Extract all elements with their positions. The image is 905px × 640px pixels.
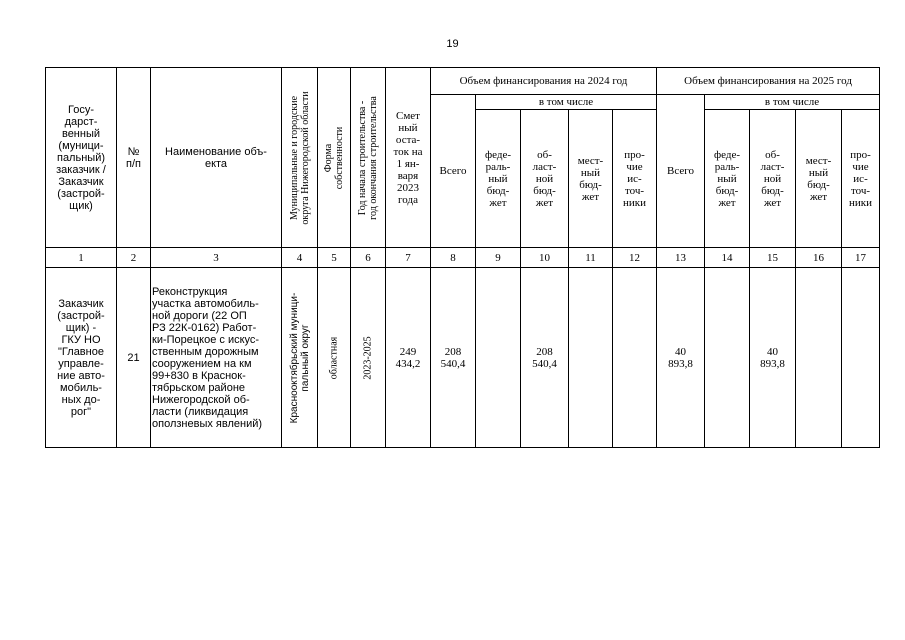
header-estimate: Смет ный оста- ток на 1 ян- варя 2023 года: [386, 68, 431, 248]
column-number: 6: [351, 248, 386, 268]
column-number: 11: [569, 248, 613, 268]
row-federal-2024: [476, 268, 521, 448]
header-object-name: Наименование объ- екта: [151, 68, 282, 248]
column-number: 3: [151, 248, 282, 268]
header-federal-2024: феде- раль- ный бюд- жет: [476, 110, 521, 248]
header-ownership: [318, 68, 351, 248]
column-number: 8: [431, 248, 476, 268]
header-regional-2025: об- ласт- ной бюд- жет: [750, 110, 796, 248]
column-number: 16: [796, 248, 842, 268]
header-row-1: [46, 68, 880, 95]
column-number: 5: [318, 248, 351, 268]
header-municipality-text: Муниципальные и городские округа Нижегородской области: [288, 90, 311, 225]
row-other-2025: [842, 268, 880, 448]
row-total-2024: 208 540,4: [431, 268, 476, 448]
table-row: [46, 268, 880, 448]
column-number: 7: [386, 248, 431, 268]
row-local-2024: [569, 268, 613, 448]
column-number: 13: [657, 248, 705, 268]
row-total-2025: 40 893,8: [657, 268, 705, 448]
column-number: 9: [476, 248, 521, 268]
header-financing-2024: Объем финансирования на 2024 год: [431, 68, 657, 95]
header-years-text: Год начала строительства - год окончания строительства: [357, 95, 379, 220]
row-ownership-text: областная: [328, 336, 340, 379]
header-other-2024: про- чие ис- точ- ники: [613, 110, 657, 248]
row-regional-2024: 208 540,4: [521, 268, 569, 448]
header-ownership-text: Форма собственности: [323, 126, 345, 189]
row-number: 21: [117, 268, 151, 448]
header-customer: Госу- дарст- венный (муници- пальный) заказчик / Заказчик (застрой- щик): [46, 68, 117, 248]
row-customer: Заказчик (застрой- щик) - ГКУ НО "Главное управле- ние авто- мобиль- ных до- рог": [46, 268, 117, 448]
column-number: 10: [521, 248, 569, 268]
page-number: 19: [446, 38, 459, 50]
row-federal-2025: [705, 268, 750, 448]
row-regional-2025: 40 893,8: [750, 268, 796, 448]
row-years-text: 2023-2025: [362, 335, 374, 380]
row-other-2024: [613, 268, 657, 448]
column-number: 17: [842, 248, 880, 268]
header-local-2024: мест- ный бюд- жет: [569, 110, 613, 248]
column-number: 1: [46, 248, 117, 268]
column-number: 15: [750, 248, 796, 268]
header-other-2025: про- чие ис- точ- ники: [842, 110, 880, 248]
header-years: [351, 68, 386, 248]
header-including-2024: в том числе: [476, 95, 657, 110]
financing-table: [45, 67, 880, 448]
header-regional-2024: об- ласт- ной бюд- жет: [521, 110, 569, 248]
row-years: [351, 268, 386, 448]
header-total-2024: Всего: [431, 95, 476, 248]
row-object-name: Реконструкция участка автомобиль- ной дороги (22 ОП РЗ 22К-0162) Работ- ки-Порецкое с искус- ственным дорожным сооружением на км 99+830 в Краснок- тябрьском районе Нижегородской об- ласти (ликвидация оползневых явлений): [151, 268, 282, 448]
column-number: 12: [613, 248, 657, 268]
column-number: 14: [705, 248, 750, 268]
row-ownership: [318, 268, 351, 448]
column-number: 4: [282, 248, 318, 268]
header-including-2025: в том числе: [705, 95, 880, 110]
header-federal-2025: феде- раль- ный бюд- жет: [705, 110, 750, 248]
header-municipality: [282, 68, 318, 248]
header-local-2025: мест- ный бюд- жет: [796, 110, 842, 248]
header-financing-2025: Объем финансирования на 2025 год: [657, 68, 880, 95]
header-number: № п/п: [117, 68, 151, 248]
row-local-2025: [796, 268, 842, 448]
row-estimate: 249 434,2: [386, 268, 431, 448]
column-number: 2: [117, 248, 151, 268]
row-municipality-text: Краснооктябрьский муници- пальный округ: [288, 292, 311, 423]
header-total-2025: Всего: [657, 95, 705, 248]
column-number-row: [46, 248, 880, 268]
row-municipality: [282, 268, 318, 448]
